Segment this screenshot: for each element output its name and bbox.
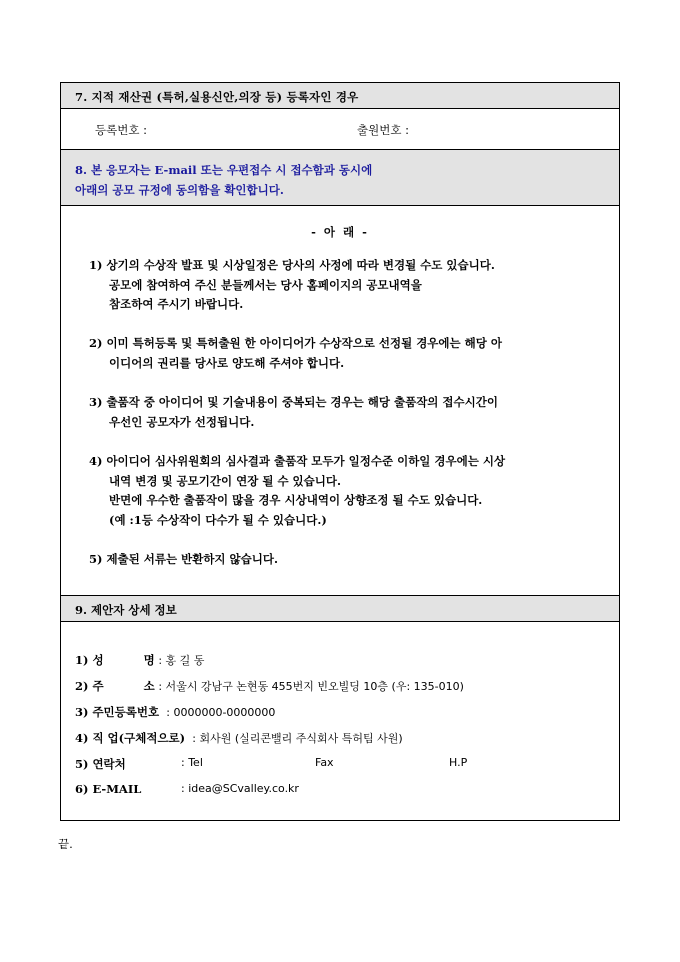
rule-text: 1) 상기의 수상작 발표 및 시상일정은 당사의 사정에 따라 변경될 수도 있습니다.: [89, 258, 495, 272]
section9-body: [61, 622, 619, 820]
info-key: 5) 연락처: [75, 757, 126, 771]
info-row-resident-id: [75, 704, 275, 720]
contact-fax-label: Fax: [315, 756, 334, 769]
info-key: 6) E-MAIL: [75, 782, 142, 796]
rule-text: (예 :1등 수상작이 다수가 될 수 있습니다.): [109, 512, 327, 527]
info-row-contact: [75, 756, 575, 772]
rule-text: 5) 제출된 서류는 반환하지 않습니다.: [89, 552, 278, 566]
info-row-name: [75, 652, 204, 668]
info-value: : 0000000-0000000: [162, 706, 276, 719]
rule-text: 공모에 참여하여 주신 분들께서는 당사 홈페이지의 공모내역을: [109, 277, 422, 292]
info-row-address: [75, 678, 464, 694]
form-table: [60, 82, 620, 821]
section9-header: [61, 596, 619, 622]
section9-title: 9. 제안자 상세 정보: [75, 603, 177, 617]
rule-text: 3) 출품작 중 아이디어 및 기술내용이 중복되는 경우는 해당 출품작의 접수시간이: [89, 395, 498, 409]
info-value: : idea@SCvalley.co.kr: [181, 782, 299, 795]
section8-header: [61, 150, 619, 206]
rule-text: 4) 아이디어 심사위원회의 심사결과 출품작 모두가 일정수준 이하일 경우에는 시상: [89, 454, 506, 468]
section7-title: 7. 지적 재산권 (특허,실용신안,의장 등) 등록자인 경우: [75, 90, 359, 104]
info-value: : 회사원 (실리콘밸리 주식회사 특허팀 사원): [188, 732, 403, 745]
info-key: 1) 성 명: [75, 653, 155, 667]
rule-item: [89, 334, 601, 373]
application-number-label: 출원번호 :: [357, 123, 409, 137]
rule-text: 반면에 우수한 출품작이 많을 경우 시상내역이 상향조정 될 수도 있습니다.: [109, 493, 483, 507]
rule-item: [89, 393, 601, 432]
rule-text: 내역 변경 및 공모기간이 연장 될 수 있습니다.: [109, 473, 341, 488]
section8-title-line2: 아래의 공모 규정에 동의함을 확인합니다.: [75, 183, 284, 197]
rule-text: 우선인 공모자가 선정됩니다.: [109, 414, 255, 429]
rule-item: [89, 550, 601, 570]
info-key: 2) 주 소: [75, 679, 155, 693]
rule-item: [89, 256, 601, 315]
info-value: : 서울시 강남구 논현동 455번지 빈오빌딩 10층 (우: 135-010): [158, 680, 464, 693]
rule-text: 참조하여 주시기 바랍니다.: [109, 297, 244, 311]
contact-tel-label: : Tel: [181, 756, 203, 769]
contact-hp-label: H.P: [449, 756, 468, 769]
section8-body: [61, 206, 619, 596]
info-row-email: [75, 782, 575, 796]
rule-item: [89, 452, 601, 530]
section7-body: [61, 109, 619, 150]
section7-header: [61, 83, 619, 109]
info-key: 3) 주민등록번호: [75, 705, 160, 719]
info-value: : 홍 길 동: [158, 654, 205, 667]
end-mark: 끝.: [58, 837, 73, 851]
info-row-occupation: [75, 730, 403, 746]
info-key: 4) 직 업(구체적으로): [75, 731, 186, 745]
rule-text: 이디어의 권리를 당사로 양도해 주셔야 합니다.: [109, 355, 345, 370]
registration-number-label: 등록번호 :: [95, 123, 147, 137]
rules-heading: - 아 래 -: [311, 225, 369, 239]
rule-text: 2) 이미 특허등록 및 특허출원 한 아이디어가 수상작으로 선정될 경우에는 해당 아: [89, 336, 502, 350]
section8-title-line1: 8. 본 응모자는 E-mail 또는 우편접수 시 접수함과 동시에: [75, 163, 373, 177]
